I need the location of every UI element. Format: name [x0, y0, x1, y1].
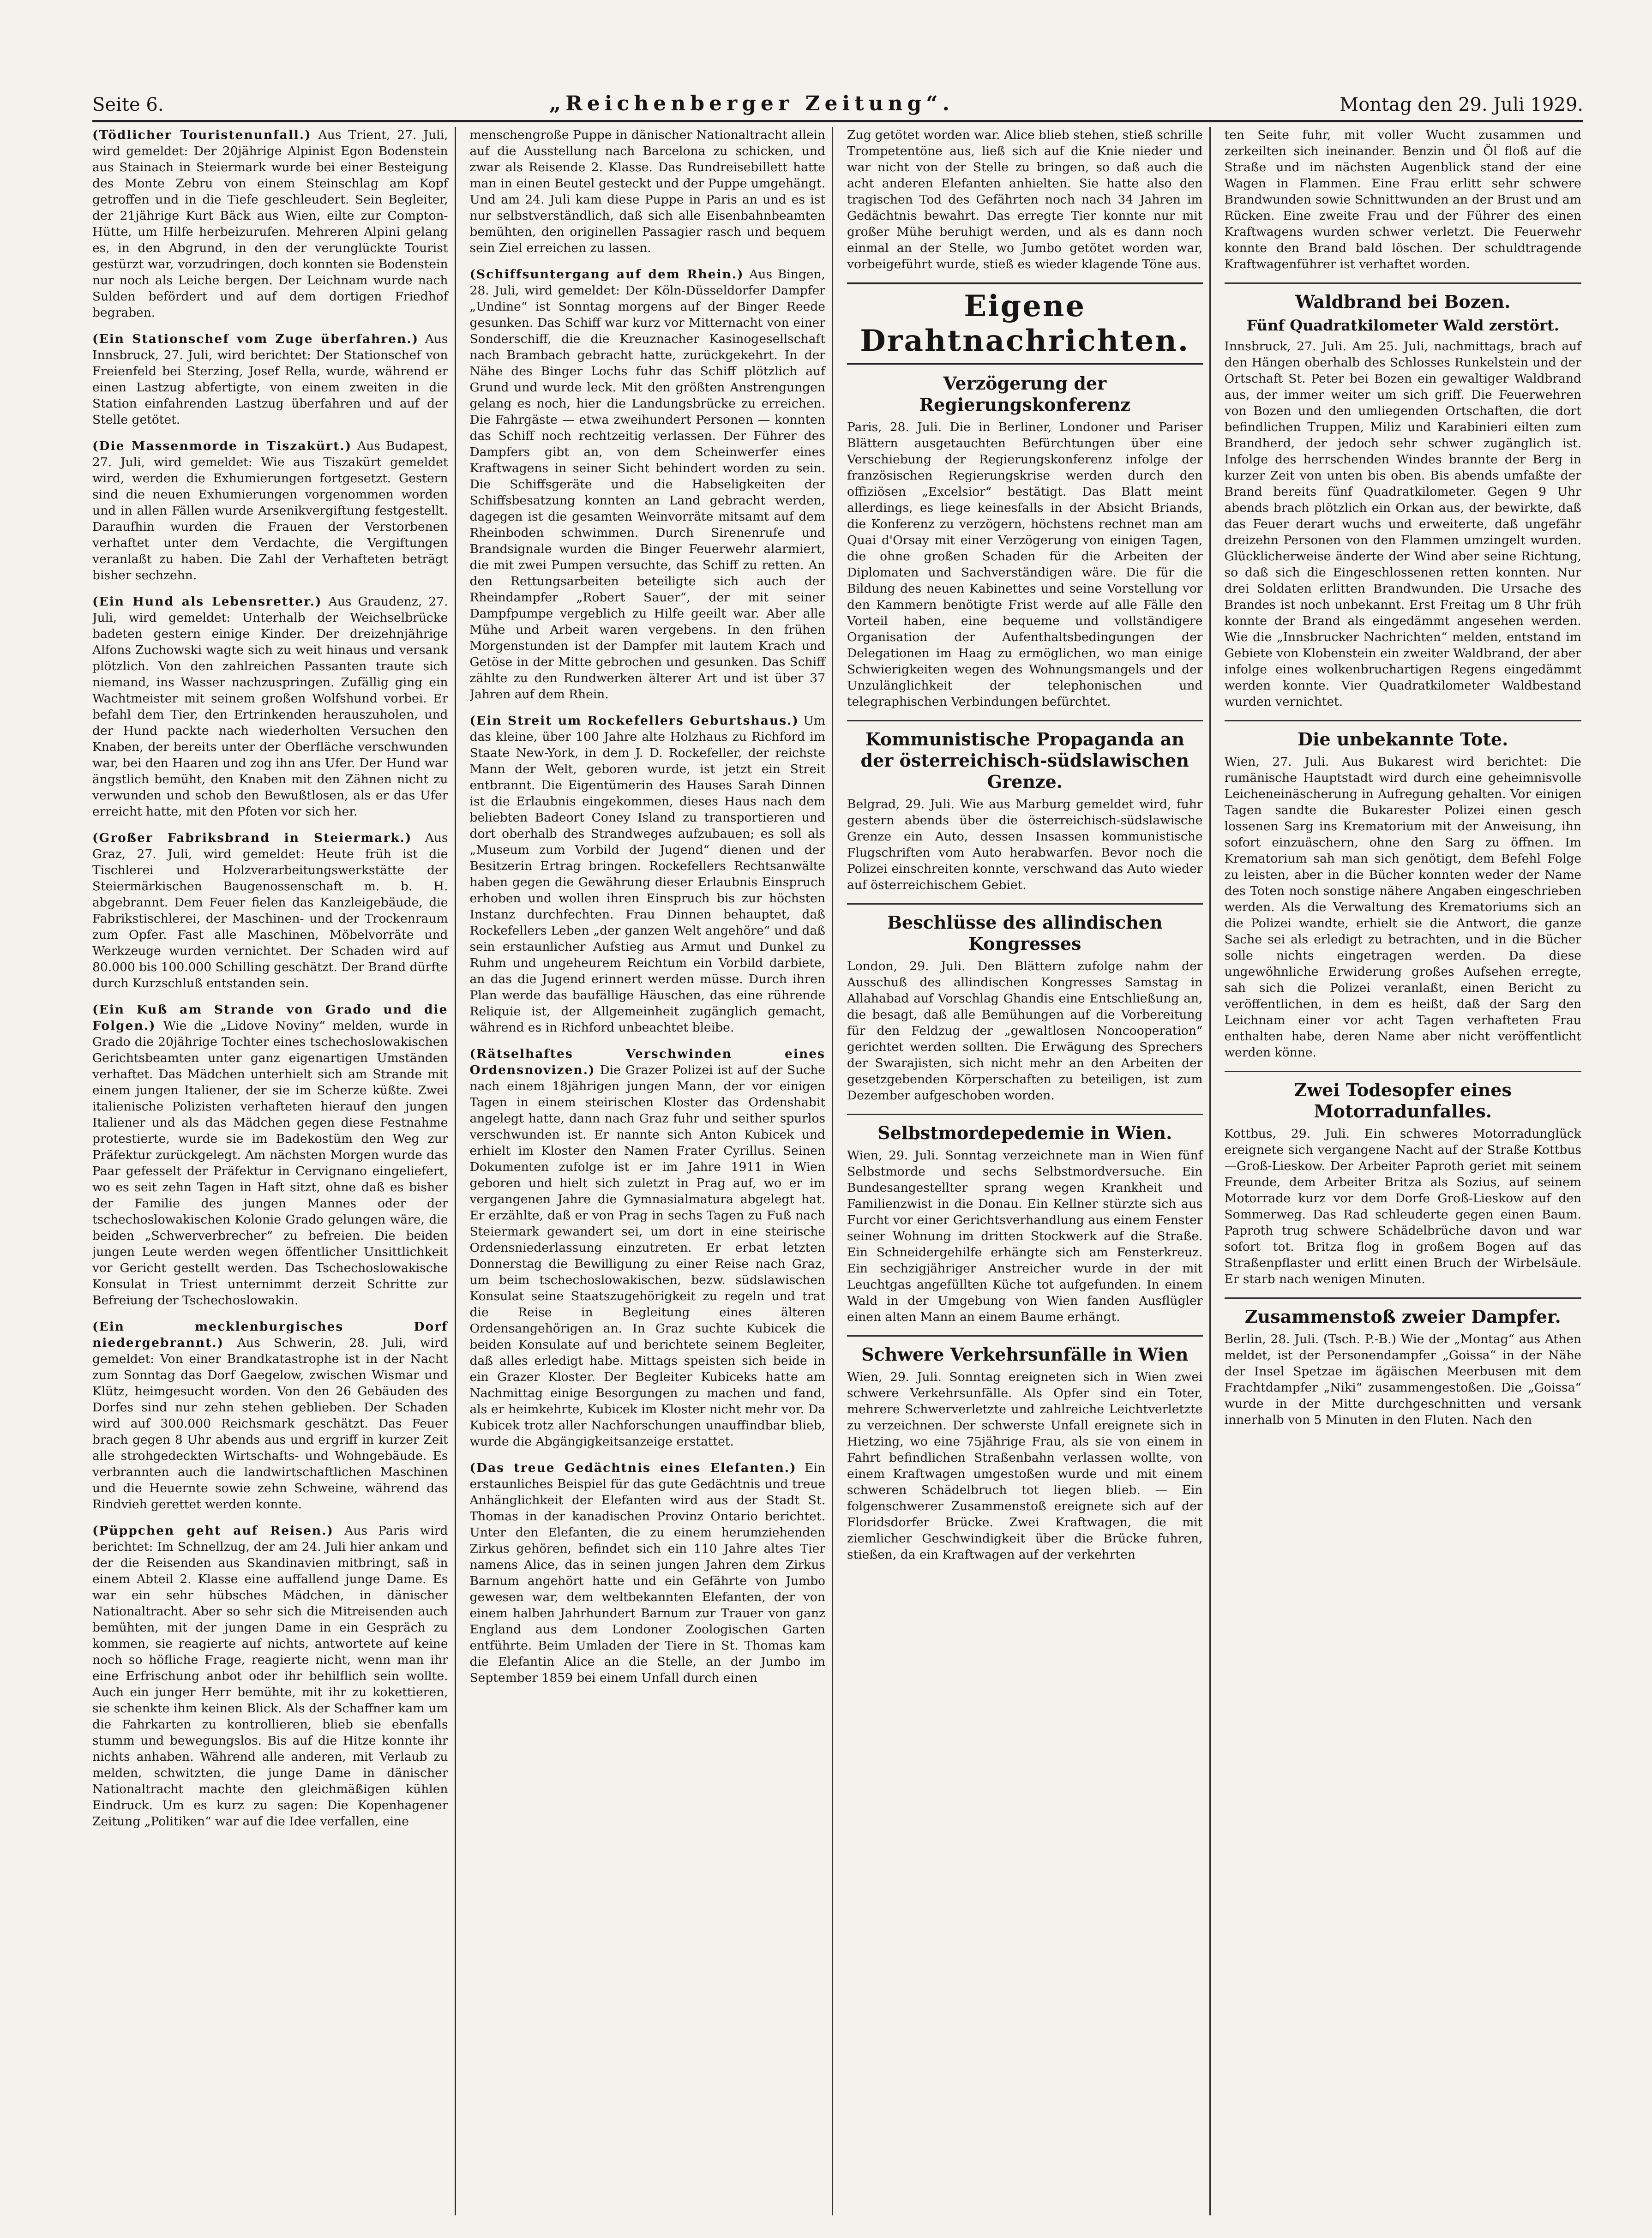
article-body: Kottbus, 29. Juli. Ein schweres Motorradunglück ereignete sich vergangene Nacht auf der Straße Kottbus—Groß-Lieskow. Der Arbeiter Paproth geriet mit seinem Freunde, dem Arbeiter Britza als Sozius, auf seinem Motorrade kurz vor dem Dorfe Groß-Lieskow auf den Sommerweg. Das Rad schleuderte gegen einen Baum. Paproth trug schwere Schädelbrüche davon und war sofort tot. Britza flog in großem Bogen auf das Straßenpflaster und erlitt einen Bruch der Wirbelsäule. Er starb nach wenigen Minuten.: [1224, 1127, 1581, 1286]
article-lead: (Ein Stationschef vom Zuge überfahren.): [92, 332, 419, 346]
article-body: Aus Paris wird berichtet: Im Schnellzug, der am 24. Juli hier ankam und der die Reisenden aus Skandinavien mitbringt, saß in einem Abteil 2. Klasse eine auffallend junge Dame. Es war ein sehr hübsches Mädchen, in dänischer Nationaltracht. Aber so sehr sich die Mitreisenden auch bemühten, mit der jungen Dame in ein Gespräch zu kommen, sie reagierte auf nichts, antwortete auf keine noch so höfliche Frage, reagierte nicht, wenn man ihr eine Erfrischung anbot oder ihr behilflich sein wollte. Auch ein junger Herr bemühte, mit ihr zu kokettieren, sie schenkte ihm keinen Blick. Als der Schaffner kam um die Fahrkarten zu kontrollieren, blieb sie ebenfalls stumm und bewegungslos. Bis auf die Hitze konnte ihr nichts anhaben. Während alle anderen, mit Verlaub zu melden, schwitzten, die junge Dame in dänischer Nationaltracht machte den gleichmäßigen kühlen Eindruck. Um es kurz zu sagen: Die Kopenhagener Zeitung „Politiken“ war auf die Idee verfallen, eine: [92, 1524, 448, 1829]
divider: [847, 1335, 1203, 1337]
article-body: Wien, 29. Juli. Sonntag verzeichnete man in Wien fünf Selbstmorde und sechs Selbstmordversuche. Ein Bundesangestellter sprang wegen Krankheit und Familienzwist in die Donau. Ein Kellner stürzte sich aus Furcht vor einer Gerichtsverhandlung aus einem Fenster seiner Wohnung im dritten Stockwerk auf die Straße. Ein Schneidergehilfe erhängte sich am Fensterkreuz. Ein sechzigjähriger Anstreicher wurde in der mit Leuchtgas angefüllten Küche tot aufgefunden. In einem Wald in der Umgebung von Wien fanden Ausflügler einen alten Mann an einem Baume erhängt.: [847, 1148, 1203, 1324]
article-lead: (Tödlicher Touristenunfall.): [92, 128, 312, 142]
page-number: Seite 6.: [92, 94, 164, 115]
article-headline: Zwei Todesopfer eines Motorradunfalles.: [1294, 1080, 1512, 1122]
article-body: Aus Schwerin, 28. Juli, wird gemeldet: Von einer Brandkatastrophe ist in der Nacht zum Sonntag das Dorf Gaegelow, zwischen Wismar und Klütz, heimgesucht worden. Von den 26 Gebäuden des Dorfes sind nur zehn stehen geblieben. Der Schaden wird auf 300.000 Reichsmark geschätzt. Das Feuer brach gegen 8 Uhr abends aus und ergriff in kurzer Zeit alle strohgedeckten Wirtschafts- und Wohngebäude. Es verbrannten auch die landwirtschaftlichen Maschinen und die Heuernte sowie zehn Schweine, während das Rindvieh gerettet werden konnte.: [92, 1336, 448, 1512]
column-2: [470, 127, 834, 2215]
article: [92, 594, 448, 820]
issue-date: Montag den 29. Juli 1929.: [1340, 94, 1583, 115]
article-body: Zug getötet worden war. Alice blieb stehen, stieß schrille Trompetentöne aus, ließ sich auf die Knie nieder und war nicht von der Stelle zu bringen, so daß auch die acht anderen Elefanten anhielten. Sie hatte also den tragischen Tod des Gefährten noch nach 34 Jahren im Gedächtnis bewahrt. Das erregte Tier konnte nur mit großer Mühe beruhigt werden, und als es dann noch einmal an der Stelle, wo Jumbo getötet worden war, vorbeigeführt wurde, stieß es wieder klagende Töne aus.: [847, 128, 1203, 271]
article: [1225, 729, 1582, 1061]
article-body: Wie die „Lidove Noviny“ melden, wurde in Grado die 20jährige Tochter eines tschechoslowakischen Gerichtsbeamten unter ganz eigenartigen Umständen verhaftet. Das Mädchen unterhielt sich am Strande mit einem jungen Italiener, der sie im Scherze küßte. Zwei italienische Polizisten verhafteten hierauf den jungen Italiener und als das Mädchen gegen diese Festnahme protestierte, wurde sie im Badekostüm den Weg zur Präfektur zurückgelegt. Am nächsten Morgen wurde das Paar gefesselt der Präfektur in Cervignano eingeliefert, wo es seit zehn Tagen in Haft sitzt, ohne daß es bisher der Familie des jungen Mannes oder der tschechoslowakischen Kolonie Grado gelungen wäre, die beiden „Schwerverbrecher“ zu befreien. Die beiden jungen Leute werden wegen öffentlicher Unsittlichkeit vor Gericht gestellt werden. Das Tschechoslowakische Konsulat in Triest unternimmt derzeit Schritte zur Befreiung der Tschechoslowakin.: [92, 1019, 448, 1308]
article: [847, 127, 1203, 272]
divider: [1225, 720, 1582, 721]
article: [470, 1460, 826, 1686]
masthead: [92, 83, 1583, 122]
article-lead: (Ein Hund als Lebensretter.): [92, 594, 322, 609]
article: [92, 830, 448, 991]
article-headline: Verzögerung der Regierungskonferenz: [919, 373, 1130, 415]
article-body: Belgrad, 29. Juli. Wie aus Marburg gemeldet wird, fuhr gestern abends über die österreichisch-südslawische Grenze ein Auto, dessen Insassen kommunistische Flugschriften vom Auto herabwarfen. Bevor noch die Polizei einschreiten konnte, verschwand das Auto wieder auf österreichischem Gebiet.: [847, 797, 1203, 892]
article-headline: Selbstmordepedemie in Wien.: [877, 1122, 1172, 1143]
wire-article: [847, 912, 1203, 1104]
article: [470, 266, 826, 702]
article-body: Aus Bingen, 28. Juli, wird gemeldet: Der Köln-Düsseldorfer Dampfer „Undine“ ist Sonntag morgens auf der Binger Reede gesunken. Das Schiff war kurz vor Mitternacht von einer Sonderschiff, die die Kreuznacher Kasinogesellschaft nach Brambach gebracht hatte, zurückgekehrt. In der Nähe des Binger Lochs fuhr das Schiff plötzlich auf Grund und wurde leck. Mit den größten Anstrengungen gelang es noch, hier die Landungsbrücke zu erreichen. Die Fahrgäste — etwa zweihundert Personen — konnten das Schiff noch rechtzeitig verlassen. Der Führer des Dampfers gibt an, von dem Scheinwerfer eines Kraftwagens in seiner Sicht behindert worden zu sein. Die Schiffsgeräte und die Habseligkeiten der Schiffsbesatzung konnten an Land gebracht werden, dagegen ist die gesamten Weinvorräte mitsamt auf dem Rheinboden schwimmen. Durch Sirenenrufe und Brandsignale wurden die Binger Feuerwehr alarmiert, die mit zwei Pumpen versuchte, das Schiff zu retten. An den Rettungsarbeiten beteiligte sich auch der Rheindampfer „Robert Sauer“, der mit seiner Dampfpumpe vergeblich zu Hilfe geeilt war. Aber alle Mühe und Arbeit waren vergebens. In den frühen Morgenstunden ist der Dampfer mit lautem Krach und Getöse in der Mitte gebrochen und gesunken. Das Schiff zählte zu den Rundwerken älterer Art und ist über 37 Jahren auf dem Rhein.: [469, 267, 825, 702]
article: [470, 1046, 826, 1450]
article-headline: Kommunistische Propaganda an der österreichisch-südslawischen Grenze.: [860, 729, 1189, 792]
article-lead: (Das treue Gedächtnis eines Elefanten.): [469, 1461, 797, 1475]
article: [1225, 1306, 1582, 1428]
wire-article: [847, 729, 1203, 893]
article-lead: (Die Massenmorde in Tiszakürt.): [92, 439, 352, 453]
article-body: Aus Innsbruck, 27. Juli, wird berichtet: Der Stationschef von Freienfeld bei Sterzing, Josef Rella, wurde, während er einen Lastzug abfertigte, von einem zweiten in die Station einfahrenden Lastzug überfahren und auf der Stelle getötet.: [92, 332, 448, 427]
article-body: Ein erstaunliches Beispiel für das gute Gedächtnis und treue Anhänglichkeit der Elefanten wird aus der Stadt St. Thomas in der kanadischen Provinz Ontario berichtet. Unter den Elefanten, die zu einem herumziehenden Zirkus gehören, befindet sich ein 110 Jahre altes Tier namens Alice, das in seinen jungen Jahren dem Zirkus Barnum angehört hatte und ein Gefährte von Jumbo gewesen war, dem weltbekannten Elefanten, der von einem halben Jahrhundert Barnum zur Trauer von ganz England aus dem Londoner Zoologischen Garten entführte. Beim Umladen der Tiere in St. Thomas kam die Elefantin Alice an die Stelle, an der Jumbo im September 1859 bei einem Unfall durch einen: [469, 1461, 825, 1685]
article-headline: Zusammenstoß zweier Dampfer.: [1244, 1306, 1561, 1327]
article-body: Aus Graudenz, 27. Juli, wird gemeldet: Unterhalb der Weichselbrücke badeten gestern einige Kinder. Der dreizehnjährige Alfons Zuchowski wagte sich zu weit hinaus und versank plötzlich. Von den zahlreichen Passanten traute sich niemand, ins Wasser nachzuspringen. Zufällig ging ein Wachtmeister mit seinem großen Wolfshund vorbei. Er befahl dem Tier, den Ertrinkenden herauszuholen, und der Hund packte nach wiederholten Versuchen den Knaben, der bereits unter der Oberfläche verschwunden war, bei den Haaren und zog ihn ans Ufer. Der Hund war ängstlich bemüht, den Knaben mit den Zähnen nicht zu verwunden und schob den Bewußtlosen, als er das Ufer erreicht hatte, mit den Pfoten vor sich her.: [92, 594, 448, 819]
article: [92, 1523, 448, 1830]
article: [1225, 291, 1582, 710]
wire-article: [847, 1344, 1203, 1563]
column-1: [92, 127, 456, 2215]
article: [1225, 127, 1582, 272]
article-lead: (Ein mecklenburgisches Dorf niedergebrannt.): [92, 1320, 448, 1350]
divider: [1225, 282, 1582, 284]
divider: [1225, 1297, 1582, 1299]
column-3: [847, 127, 1211, 2215]
text-columns: [92, 127, 1588, 2215]
article: [92, 438, 448, 583]
article-body: Aus Graz, 27. Juli, wird gemeldet: Heute früh ist die Tischlerei und Holzverarbeitungswerkstätte der Steiermärkischen Baugenossenschaft m. b. H. abgebrannt. Dem Feuer fielen das Kanzleigebäude, die Fabrikstischlerei, der Maschinen- und der Trockenraum zum Opfer. Fast alle Maschinen, Möbelvorräte und Werkzeuge wurden vernichtet. Der Schaden wird auf 80.000 bis 100.000 Schilling geschätzt. Der Brand dürfte durch Kurzschluß entstanden sein.: [92, 831, 448, 990]
divider: [847, 720, 1203, 721]
article-body: Wien, 27. Juli. Aus Bukarest wird berichtet: Die rumänische Hauptstadt wird durch eine geheimnisvolle Leicheneinäscherung in Aufregung gehalten. Vor einigen Tagen sandte die Bukarester Polizei einen gesch lossenen Sarg ins Krematorium mit der Anweisung, ihn sofort einzuäschern, ohne den Sarg zu öffnen. Im Krematorium sah man sich genötigt, dem Befehl Folge zu leisten, aber in die Bücher konnten weder der Name des Toten noch sonstige nähere Angaben eingeschrieben werden. Als die Verwaltung des Krematoriums sich an die Polizei wandte, erhielt sie die Antwort, die ganze Sache sei als erledigt zu betrachten, und in die Bücher solle nichts eingetragen werden. Da diese ungewöhnliche Erwiderung großes Aufsehen erregte, sah sich die Polizei veranlaßt, einen Bericht zu veröffentlichen, in dem es heißt, daß der Sarg den Leichnam einer vor acht Tagen verhafteten Frau enthalten habe, deren Name aber nicht veröffentlicht werden könne.: [1224, 755, 1581, 1060]
wire-article: [847, 373, 1203, 710]
article-body: menschengroße Puppe in dänischer Nationaltracht allein auf die Ausstellung nach Barcelona zu schicken, und zwar als Reisende 2. Klasse. Das Rundreisebillett hatte man in einen Beutel gesteckt und der Puppe umgehängt. Und am 24. Juli kam diese Puppe in Paris an und es ist nur selbstverständlich, daß sich alle Eisenbahnbeamten bemühten, den originellen Passagier rasch und bequem sein Ziel erreichen zu lassen.: [469, 128, 825, 255]
article-body: Berlin, 28. Juli. (Tsch. P.-B.) Wie der „Montag“ aus Athen meldet, ist der Personendampfer „Goissa“ in der Nähe der Insel Spetzae im ägäischen Meerbusen mit dem Frachtdampfer „Niki“ zusammengestoßen. Die „Goissa“ wurde in der Mitte durchgeschnitten und versank innerhalb von 5 Minuten in den Fluten. Nach den: [1224, 1332, 1581, 1427]
article-body: London, 29. Juli. Den Blättern zufolge nahm der Ausschuß des allindischen Kongresses Samstag in Allahabad auf Vorschlag Ghandis eine Entschließung an, die besagt, daß alle Bemühungen auf die Vorbereitung für den Feldzug der „gewaltlosen Noncooperation“ gerichtet werden sollten. Die Erwägung des Sprechers der Swarajisten, sich nicht mehr an den Arbeiten der gesetzgebenden Körperschaften zu beteiligen, ist zum Dezember aufgeschoben worden.: [847, 959, 1203, 1103]
article-headline: Schwere Verkehrsunfälle in Wien: [861, 1344, 1189, 1365]
article-lead: (Großer Fabriksbrand in Steiermark.): [92, 831, 412, 845]
article-lead: (Ein Streit um Rockefellers Geburtshaus.): [469, 714, 799, 728]
article: [470, 127, 826, 256]
divider: [1225, 1071, 1582, 1072]
article: [92, 331, 448, 428]
article-body: Aus Trient, 27. Juli, wird gemeldet: Der 20jährige Alpinist Egon Bodenstein aus Stainach in Steiermark wurde bei einer Besteigung des Monte Zebru von einem Steinschlag am Kopf getroffen und in die Tiefe geschleudert. Sein Begleiter, der 21jährige Kurt Bäck aus Wien, eilte zur Compton-Hütte, um Hilfe herbeizurufen. Mehreren Alpini gelang es, in den Abgrund, in den der verunglückte Tourist gestürzt war, vorzudringen, doch konnten sie Bodenstein nur noch als Leiche bergen. Der Leichnam wurde nach Sulden befördert und auf dem dortigen Friedhof begraben.: [92, 128, 448, 320]
wire-article: [847, 1122, 1203, 1325]
article: [92, 1319, 448, 1512]
newspaper-title: „Reichenberger Zeitung“.: [549, 92, 954, 115]
wire-news-banner: Eigene Drahtnachrichten.: [847, 282, 1203, 365]
article-headline: Waldbrand bei Bozen.: [1295, 291, 1511, 312]
article-lead: (Ein Kuß am Strande von Grado und die Folgen.): [92, 1002, 448, 1033]
article-body: Aus Budapest, 27. Juli, wird gemeldet: Wie aus Tiszakürt gemeldet wird, werden die Exhumierungen fortgesetzt. Gestern sind die neuen Exhumierungen vorgenommen worden und in allen Fällen wurde Arsenikvergiftung festgestellt. Daraufhin wurden die Frauen der Verstorbenen verhaftet unter dem Verdachte, die Vergiftungen veranlaßt zu haben. Die Zahl der Verhafteten beträgt bisher sechzehn.: [92, 439, 448, 582]
article: [470, 713, 826, 1036]
article-body: Die Grazer Polizei ist auf der Suche nach einem 18jährigen jungen Mann, der vor einigen Tagen in einem steirischen Kloster das Ordenshabit angelegt hatte, dann nach Graz fuhr und seither spurlos verschwunden ist. Er nannte sich Anton Kubicek und erhielt im Kloster den Namen Frater Cyrillus. Seinen Dokumenten zufolge ist er im Jahre 1911 in Wien geboren und hielt sich zuletzt in Prag auf, wo er im vergangenen Jahre die Gymnasialmatura abgelegt hat. Er erzählte, daß er von Prag in sechs Tagen zu Fuß nach Steiermark gewandert sei, um dort in eine steirische Ordensniederlassung einzutreten. Er erbat letzten Donnerstag die Bewilligung zu einer Reise nach Graz, um beim tschechoslowakischen, bezw. südslawischen Konsulat seine Staatszugehörigkeit zu regeln und trat die Reise in Begleitung eines älteren Ordensangehörigen an. In Graz suchte Kubicek die beiden Konsulate auf und berichtete seinem Begleiter, daß alles erledigt habe. Mittags speisten sich beide in ein Grazer Kloster. Der Begleiter Kubiceks hatte am Nachmittag einige Besorgungen zu machen und fand, als er heimkehrte, Kubicek im Kloster nicht mehr vor. Da Kubicek trotz aller Nachforschungen unauffindbar blieb, wurde die Abgängigkeitsanzeige erstattet.: [469, 1063, 825, 1449]
article-body: Um das kleine, über 100 Jahre alte Holzhaus zu Richford im Staate New-York, in dem J. D. Rockefeller, der reichste Mann der Welt, geboren wurde, ist jetzt ein Streit entbrannt. Die Eigentümerin des Hauses Sarah Dinnen ist die Erlaubnis eingekommen, dieses Haus nach dem beliebten Badeort Coney Island zu transportieren und dort oberhalb des Strandweges aufzubauen; es soll als „Museum zum Vorbild der Jugend“ dienen und der Besitzerin Ertrag bringen. Rockefellers Rechtsanwälte haben gegen die Gewährung dieser Erlaubnis Einspruch erhoben und wollen ihren Einspruch bis zur höchsten Instanz durchfechten. Frau Dinnen behauptet, daß Rockefellers Leben „der ganzen Welt angehöre“ und daß sein erstaunlicher Aufstieg aus Armut und Dunkel zu Ruhm und ungeheurem Reichtum ein Vorbild darbiete, an das die Jugend erinnert werden müsse. Durch ihren Plan werde das baufällige Häuschen, das eine rührende Reliquie ist, der Allgemeinheit zugänglich gemacht, während es in Richford unbeachtet bleibe.: [469, 714, 825, 1035]
article-body: ten Seite fuhr, mit voller Wucht zusammen und zerkeilten sich ineinander. Benzin und Öl floß auf die Straße und im nächsten Augenblick stand der eine Wagen in Flammen. Eine Frau erlitt sehr schwere Brandwunden sowie Schnittwunden an der Brust und am Rücken. Eine zweite Frau und der Führer des einen Kraftwagens wurden schwer verletzt. Die Feuerwehr konnte den Brand bald löschen. Der schuldtragende Kraftwagenführer ist verhaftet worden.: [1224, 128, 1581, 271]
article-lead: (Püppchen geht auf Reisen.): [92, 1524, 334, 1538]
article-body: Paris, 28. Juli. Die in Berliner, Londoner und Pariser Blättern ausgetauchten Befürchtungen über eine Verschiebung der Regierungskonferenz infolge der französischen Regierungskrise werden durch den offiziösen „Excelsior“ bestätigt. Das Blatt meint allerdings, es liege keinesfalls in der Absicht Briands, die Konferenz zu verzögern, höchstens rechnet man am Quai d'Orsay mit einer Verzögerung von einigen Tagen, die ohne großen Schaden für die Arbeiten der Diplomaten und Sachverständigen wäre. Die für die Bildung des neuen Kabinettes und seine Vorstellung vor den Kammern benötigte Frist werde auf alle Fälle den Vorteil haben, eine bequeme und vollständigere Organisation der Aufenthaltsbedingungen der Delegationen im Haag zu ermöglichen, wo man einige Schwierigkeiten wegen des Wohnungsmangels und der Unzulänglichkeit der telephonischen und telegraphischen Verbindungen befürchtet.: [847, 420, 1203, 709]
divider: [847, 903, 1203, 905]
column-4: [1225, 127, 1588, 2215]
article-lead: (Schiffsuntergang auf dem Rhein.): [469, 267, 744, 282]
divider: [847, 1114, 1203, 1115]
article-body: Wien, 29. Juli. Sonntag ereigneten sich in Wien zwei schwere Verkehrsunfälle. Als Opfer sind ein Toter, mehrere Schwerverletzte und zahlreiche Leichtverletzte zu verzeichnen. Der schwerste Unfall ereignete sich in Hietzing, wo eine 75jährige Frau, als sie von einem in Fahrt befindlichen Straßenbahn verlassen wollte, von einem Kraftwagen umgestoßen wurde und mit einem schweren Schädelbruch tot liegen blieb. — Ein folgenschwerer Zusammenstoß ereignete sich auf der Floridsdorfer Brücke. Zwei Kraftwagen, die mit ziemlicher Geschwindigkeit über die Brücke fuhren, stießen, da ein Kraftwagen auf der verkehrten: [847, 1370, 1203, 1562]
article: [92, 1002, 448, 1308]
article: [1225, 1080, 1582, 1287]
article-subhead: Fünf Quadratkilometer Wald zerstört.: [1246, 317, 1559, 334]
article-headline: Beschlüsse des allindischen Kongresses: [887, 912, 1163, 954]
article: [92, 127, 448, 321]
article-lead: (Rätselhaftes Verschwinden eines Ordensnovizen.): [469, 1047, 825, 1077]
article-headline: Die unbekannte Tote.: [1298, 729, 1508, 750]
article-body: Innsbruck, 27. Juli. Am 25. Juli, nachmittags, brach auf den Hängen oberhalb des Schlosses Runkelstein und der Ortschaft St. Peter bei Bozen ein gewaltiger Waldbrand aus, der immer weiter um sich griff. Die Feuerwehren von Bozen und den umliegenden Ortschaften, die dort befindlichen Truppen, Miliz und Karabinieri eilten zum Brandherd, der jedoch sehr schwer zugänglich ist. Infolge des herrschenden Windes brannte der Berg in kurzer Zeit von unten bis oben. Bis abends umfaßte der Brand bereits fünf Quadratkilometer. Gegen 9 Uhr abends brach plötzlich ein Orkan aus, der bewirkte, daß das Feuer derart wuchs und erweiterte, daß ungefähr dreizehn Personen von den Flammen umzingelt wurden. Glücklicherweise änderte der Wind aber seine Richtung, so daß sich die Eingeschlossenen retten konnten. Nur drei Soldaten erlitten Brandwunden. Die Ursache des Brandes ist noch unbekannt. Erst Freitag um 8 Uhr früh konnte der Brand als eingedämmt angesehen werden. Wie die „Innsbrucker Nachrichten“ melden, entstand im Gebiete von Klobenstein ein zweiter Waldbrand, der aber infolge eines wolkenbruchartigen Regens eingedämmt werden konnte. Vier Quadratkilometer Waldbestand wurden vernichtet.: [1224, 339, 1581, 709]
